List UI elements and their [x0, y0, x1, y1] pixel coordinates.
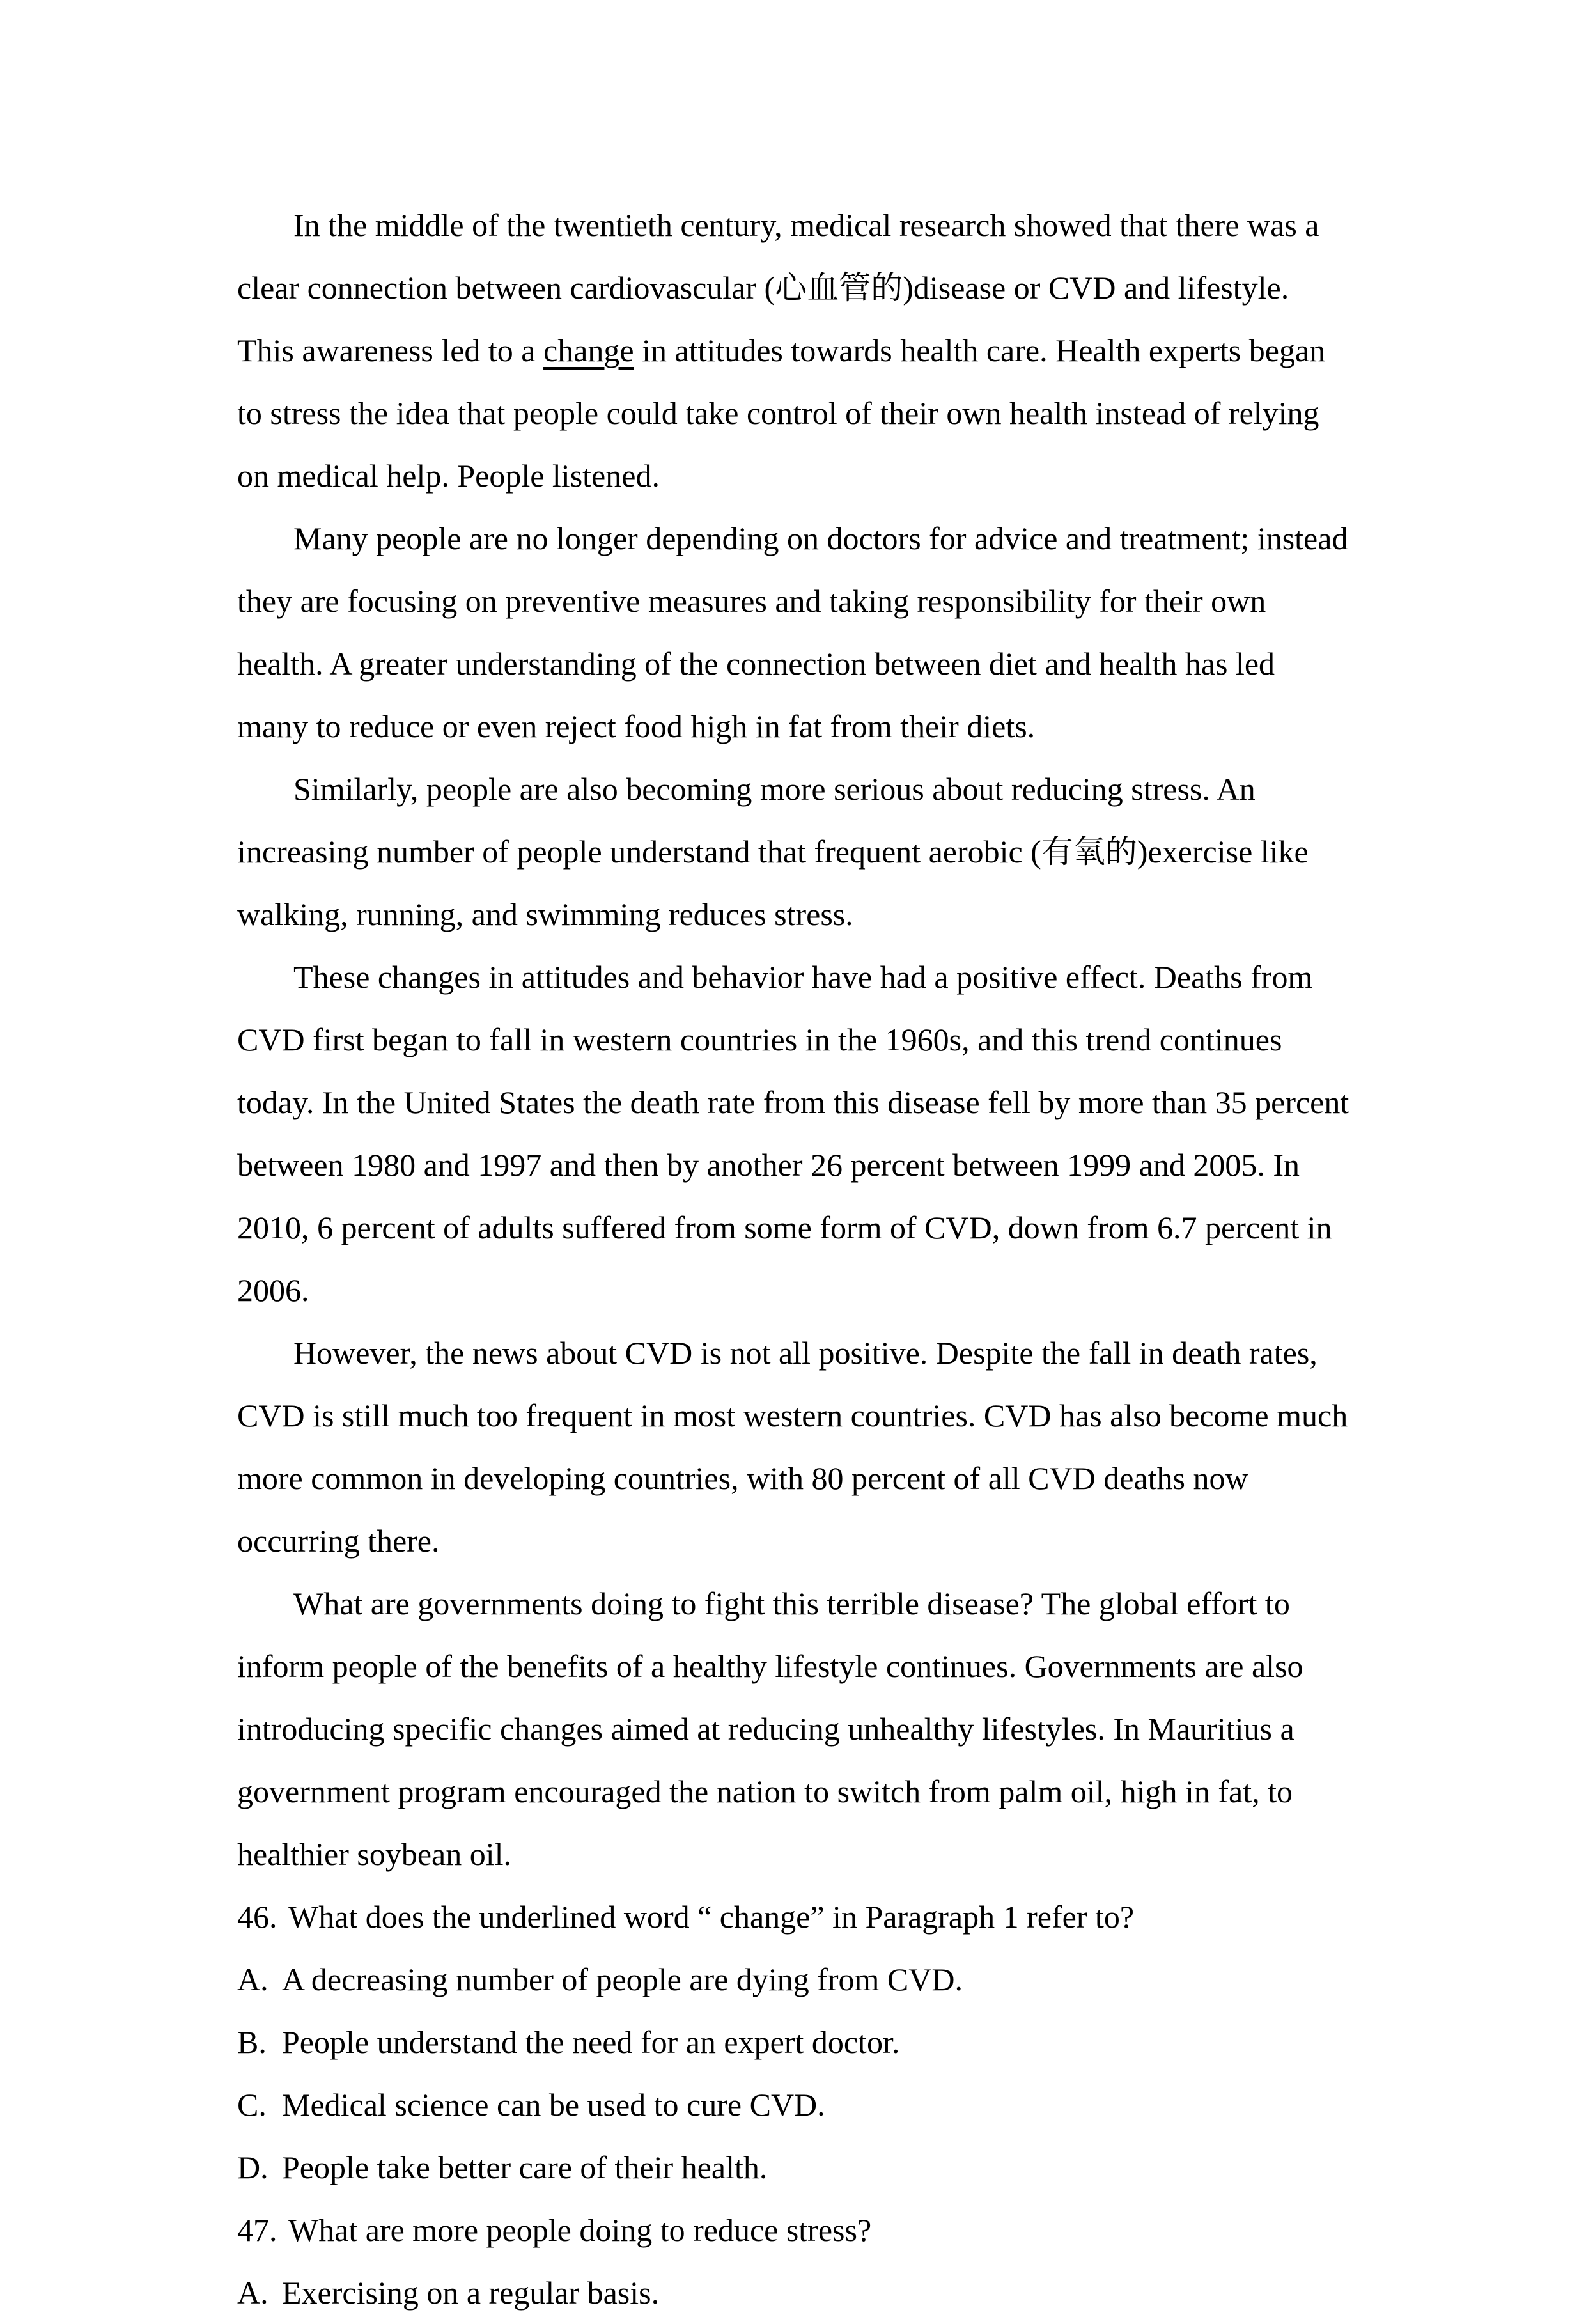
question-46 [237, 1885, 1351, 1948]
option-label: C. [237, 2087, 267, 2123]
option-label: B. [237, 2024, 267, 2060]
option-text: A decreasing number of people are dying from CVD. [282, 1961, 963, 1997]
option-label: D. [237, 2149, 268, 2185]
question-46-option-c [237, 2073, 1351, 2136]
passage-paragraph-2: Many people are no longer depending on doctors for advice and treatment; instead they are focusing on preventive measures and taking responsibility for their own health. A greater understanding of the connection between diet and health has led many to reduce or even reject food high in fat from their diets. [237, 520, 1348, 744]
passage-paragraph-1 [237, 194, 1351, 507]
paragraph-1-post-text: in attitudes towards health care. Health experts began to stress the idea that people could take control of their own health instead of relying on medical help. People listened. [237, 332, 1326, 494]
question-47-number: 47. [237, 2212, 277, 2248]
question-46-option-d [237, 2136, 1351, 2199]
question-47 [237, 2199, 1351, 2261]
question-46-option-a [237, 1948, 1351, 2011]
passage-paragraph-3: Similarly, people are also becoming more serious about reducing stress. An increasing number of people understand that frequent aerobic (有氧的)exercise like walking, running, and swimming reduces stress. [237, 771, 1309, 932]
underlined-word-change: change [543, 332, 634, 368]
question-46-option-b [237, 2011, 1351, 2073]
passage-paragraph-4: These changes in attitudes and behavior have had a positive effect. Deaths from CVD first began to fall in western countries in the 1960s, and this trend continues today. In the United States the death rate from this disease fell by more than 35 percent between 1980 and 1997 and then by another 26 percent between 1999 and 2005. In 2010, 6 percent of adults suffered from some form of CVD, down from 6.7 percent in 2006. [237, 959, 1349, 1308]
option-label: A. [237, 2275, 268, 2311]
passage-paragraph-5: However, the news about CVD is not all positive. Despite the fall in death rates, CVD is still much too frequent in most western countries. CVD has also become much more common in developing countries, with 80 percent of all CVD deaths now occurring there. [237, 1335, 1348, 1559]
question-46-text: What does the underlined word “ change” in Paragraph 1 refer to? [288, 1899, 1135, 1935]
passage-paragraph-6: What are governments doing to fight this terrible disease? The global effort to inform people of the benefits of a healthy lifestyle continues. Governments are also introducing specific changes aimed at reducing unhealthy lifestyles. In Mauritius a government program encouraged the nation to switch from palm oil, high in fat, to healthier soybean oil. [237, 1586, 1303, 1872]
option-text: People take better care of their health. [282, 2149, 768, 2185]
option-text: People understand the need for an expert doctor. [282, 2024, 900, 2060]
question-47-option-a [237, 2261, 1351, 2324]
passage-and-questions [237, 194, 1351, 2324]
option-label: A. [237, 1961, 268, 1997]
question-46-number: 46. [237, 1899, 277, 1935]
question-47-text: What are more people doing to reduce stress? [288, 2212, 872, 2248]
option-text: Medical science can be used to cure CVD. [282, 2087, 825, 2123]
option-text: Exercising on a regular basis. [282, 2275, 660, 2311]
paragraph-1-pre-text: In the middle of the twentieth century, medical research showed that there was a clear connection between cardiovascular (心血管的)disease or CVD and lifestyle. This awareness led to a [237, 207, 1319, 368]
